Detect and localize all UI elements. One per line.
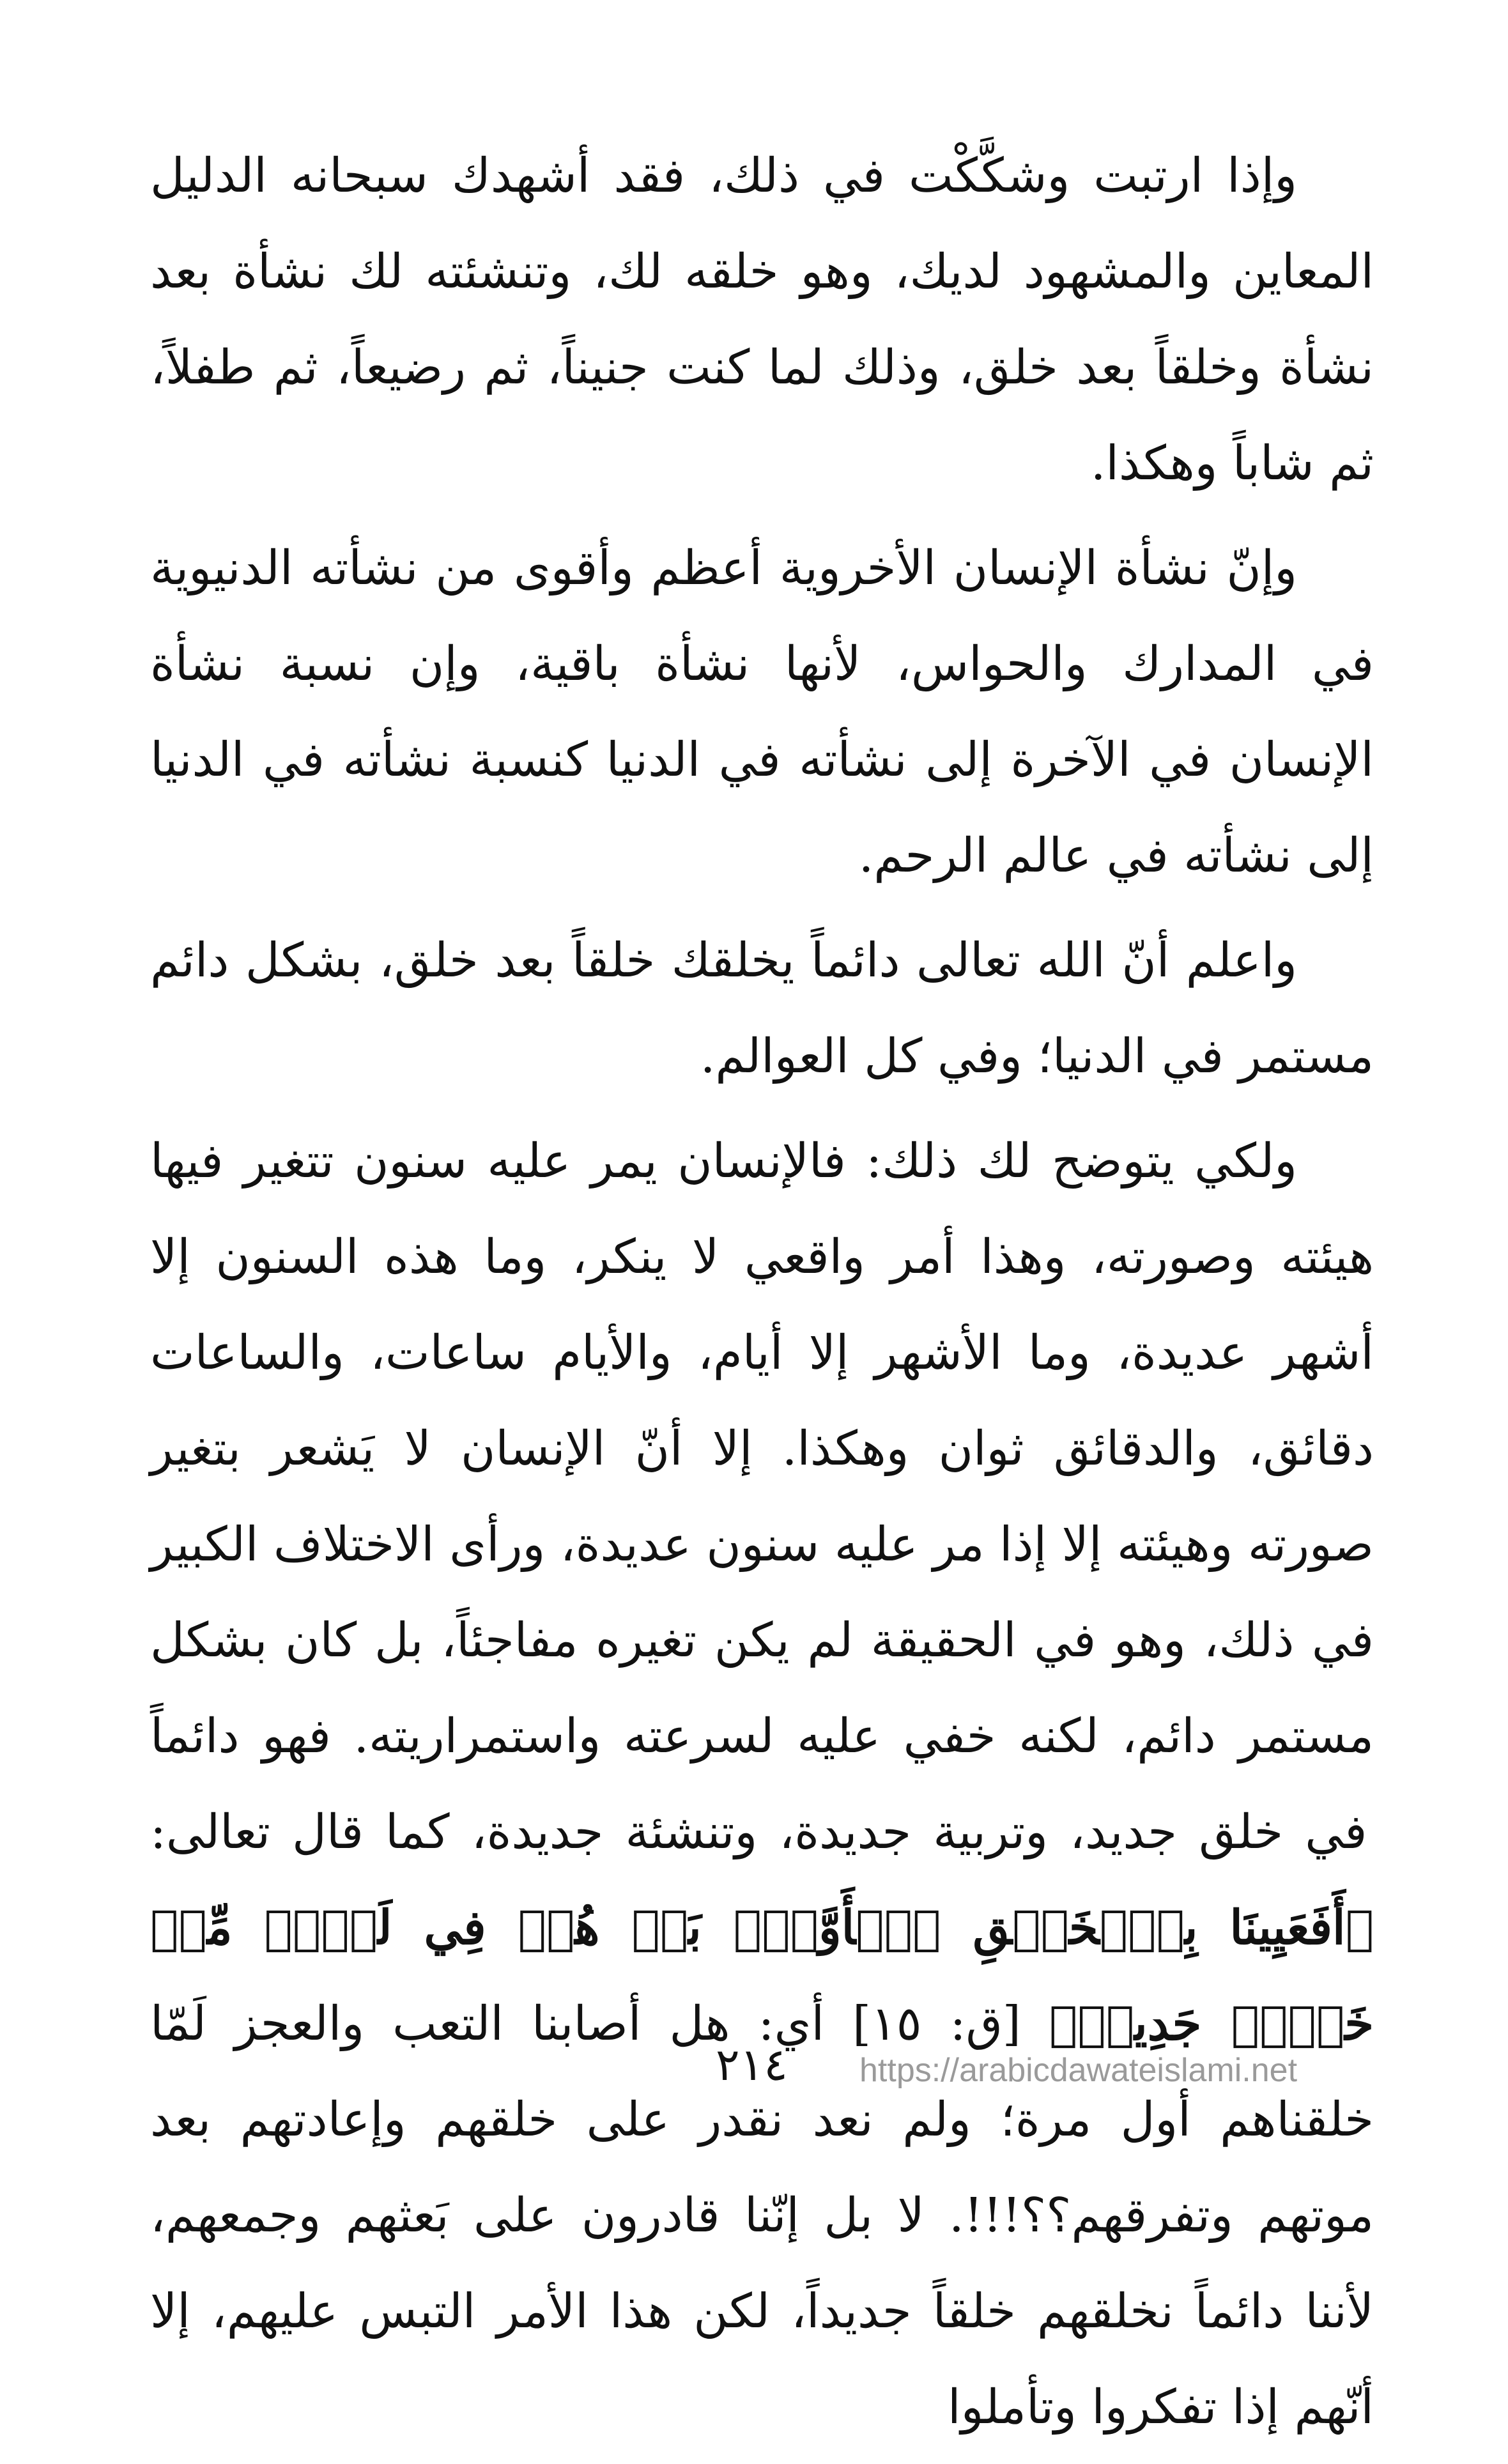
paragraph-2: وإنّ نشأة الإنسان الأخروية أعظم وأقوى من نشأته الدنيوية في المدارك والحواس، لأنها نشأة باقية، وإن نسبة نشأة الإنسان في الآخرة إلى نشأته في الدنيا كنسبة نشأته في الدنيا إلى نشأته في عالم الرحم. (150, 541, 1374, 883)
paragraph-3: واعلم أنّ الله تعالى دائماً يخلقك خلقاً بعد خلق، بشكل دائم مستمر في الدنيا؛ وفي كل العوالم. (150, 933, 1374, 1084)
paragraph-4-text-start: ولكي يتوضح لك ذلك: فالإنسان يمر عليه سنون تتغير فيها هيئته وصورته، وهذا أمر واقعي لا ينكر، وما هذه السنون إلا أشهر عديدة، وما الأشهر إلا أيام، والأيام ساعات، والساعات دقائق، والدقائق ثوان وهكذا. إلا أنّ الإنسان لا يَشعر بتغير صورته وهيئته إلا إذا مر عليه سنون عديدة، ورأى الاختلاف الكبير في ذلك، وهو في الحقيقة لم يكن تغيره مفاجئاً، بل كان بشكل مستمر دائم، لكنه خفي عليه لسرعته واستمراريته. فهو دائماً في خلق جديد، وتربية جديدة، وتنشئة جديدة، كما قال تعالى: (150, 1134, 1374, 1860)
page-number: ٢١٤ (716, 2038, 788, 2091)
verse-citation: [ق: ١٥] (824, 1996, 1021, 2051)
paragraph-4-text-end: أي: هل أصابنا التعب والعجز لَمّا خلقناهم أول مرة؛ ولم نعد نقدر على خلقهم وإعادتهم بعد موتهم وتفرقهم؟؟!!!. لا بل إنّنا قادرون على بَعثهم وجمعهم، لأننا دائماً نخلقهم خلقاً جديداً، لكن هذا الأمر التبس عليهم، إلا أنّهم إذا تفكروا وتأملوا (150, 1996, 1374, 2435)
quran-verse: ﴿أَفَعَيِينَا بِٱلۡخَلۡقِ ٱلۡأَوَّلِۚ بَلۡ هُمۡ فِي لَبۡسٖ مِّنۡ خَلۡقٖ جَدِيدٖ﴾ (150, 1900, 1374, 2051)
page-footer (0, 2032, 1508, 2121)
watermark-url: https://arabicdawateislami.net (859, 2052, 1298, 2089)
paragraph-4 (150, 1113, 1374, 2455)
paragraph-1: وإذا ارتبت وشكَّكْت في ذلك، فقد أشهدك سبحانه الدليل المعاين والمشهود لديك، وهو خلقه لك، وتنشئته لك نشأة بعد نشأة وخلقاً بعد خلق، وذلك لما كنت جنيناً، ثم رضيعاً، ثم طفلاً، ثم شاباً وهكذا. (150, 148, 1374, 491)
